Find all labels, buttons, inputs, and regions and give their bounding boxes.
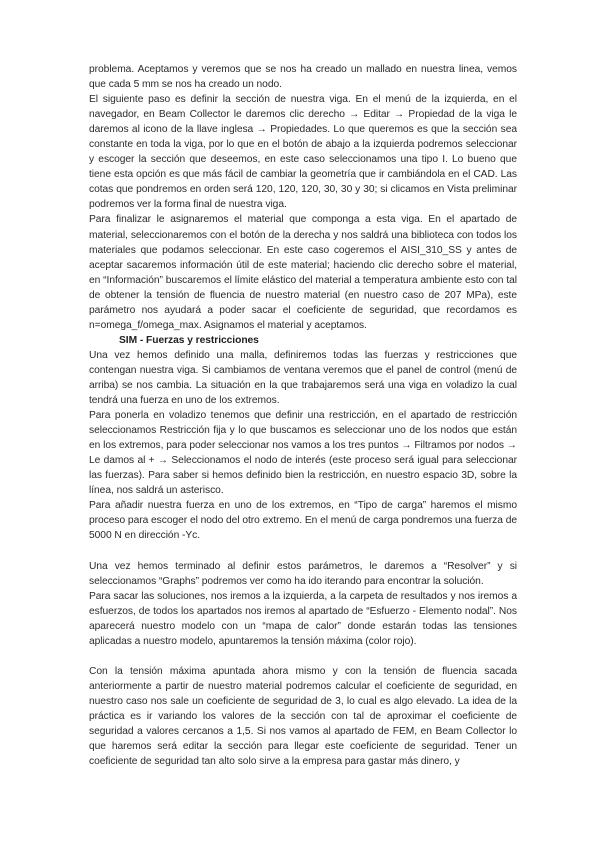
paragraph-mesh: problema. Aceptamos y veremos que se nos ha creado un mallado en nuestra linea, vemos que cada 5 mm se nos ha creado un nodo.: [89, 64, 517, 91]
paragraph-spacer: [89, 649, 517, 664]
paragraph-results: Para sacar las soluciones, nos iremos a la izquierda, a la carpeta de resultados y nos iremos a esfuerzos, de todos los apartados nos iremos al apartado de “Esfuerzo - Elemento nodal”. Nos aparecerá nuestro modelo con un “mapa de calor” donde estarán todas las tensiones aplicadas a nuestro modelo, apuntaremos la tensión máxima (color rojo).: [89, 590, 517, 647]
section-heading: SIM - Fuerzas y restricciones: [119, 334, 259, 346]
paragraph-load: Para añadir nuestra fuerza en uno de los extremos, en “Tipo de carga” haremos el mismo proceso para escoger el nodo del otro extremo. En el menú de carga pondremos una fuerza de 5000 N en dirección -Yc.: [89, 500, 517, 542]
paragraph-spacer: [89, 544, 517, 559]
paragraph-forces-intro: Una vez hemos definido una malla, definiremos todas las fuerzas y restricciones que contengan nuestra viga. Si cambiamos de ventana veremos que el panel de control (menú de arriba) se nos cambia. La situación en la que trabajaremos será una viga en voladizo la cual tendrá una fuerza en uno de los extremos.: [89, 349, 517, 407]
paragraph-safety-factor: Con la tensión máxima apuntada ahora mismo y con la tensión de fluencia sacada anteriormente a partir de nuestro material podremos calcular el coeficiente de seguridad, en nuestro caso nos sale un coeficiente de seguridad de 3, lo cual es algo elevado. La idea de la práctica es ir variando los valores de la sección con tal de aproximar el coeficiente de seguridad a valores cercanos a 1,5. Si nos vamos al apartado de FEM, en Beam Collector lo que haremos será editar la sección para llegar este coeficiente de seguridad. Tener un coeficiente de seguridad tan alto solo sirve a la empresa para gastar más dinero, y: [89, 665, 517, 768]
paragraph-material: Para finalizar le asignaremos el material que componga a esta viga. En el apartado de material, seleccionaremos con el botón de la derecha y nos saldrá una biblioteca con todos los materiales que podamos seleccionar. En este caso cogeremos el AISI_310_SS y antes de aceptar sacaremos información útil de este material; haciendo clic derecho sobre el material, en “Información” buscaremos el límite elástico del material a temperatura ambiente esto con tal de obtener la tensión de fluencia de nuestro material (en nuestro caso de 207 MPa), este parámetro nos ayudará a poder sacar el coeficiente de seguridad, que recordamos es n=omega_f/omega_max. Asignamos el material y aceptamos.: [89, 214, 517, 331]
paragraph-solve: Una vez hemos terminado al definir estos parámetros, le daremos a “Resolver” y si seleccionamos “Graphs” podremos ver como ha ido iterando para encontrar la solución.: [89, 560, 517, 587]
document-page: [89, 62, 517, 769]
paragraph-restriction: Para ponerla en voladizo tenemos que definir una restricción, en el apartado de restricción seleccionamos Restricción fija y lo que buscamos es seleccionar uno de los nodos que están en los extremos, para poder seleccionar nos vamos a los tres puntos → Filtramos por nodos → Le damos al + → Seleccionamos el nodo de interés (este proceso será igual para seleccionar las fuerzas). Para saber si hemos definido bien la restricción, en nuestro espacio 3D, sobre la línea, nos saldrá un asterisco.: [89, 410, 517, 497]
paragraph-section: El siguiente paso es definir la sección de nuestra viga. En el menú de la izquierda, en el navegador, en Beam Collector le daremos clic derecho → Editar → Propiedad de la viga le daremos al icono de la llave inglesa → Propiedades. Lo que queremos es que la sección sea constante en toda la viga, por lo que en el botón de abajo a la izquierda podremos seleccionar y escoger la sección que deseemos, en este caso seleccionamos una tipo I. Lo bueno que tiene esta opción es que más fácil de cambiar la geometría que ir cambiándola en el CAD. Las cotas que pondremos en orden será 120, 120, 120, 30, 30 y 30; si clicamos en Vista preliminar podremos ver la forma final de nuestra viga.: [89, 94, 517, 211]
